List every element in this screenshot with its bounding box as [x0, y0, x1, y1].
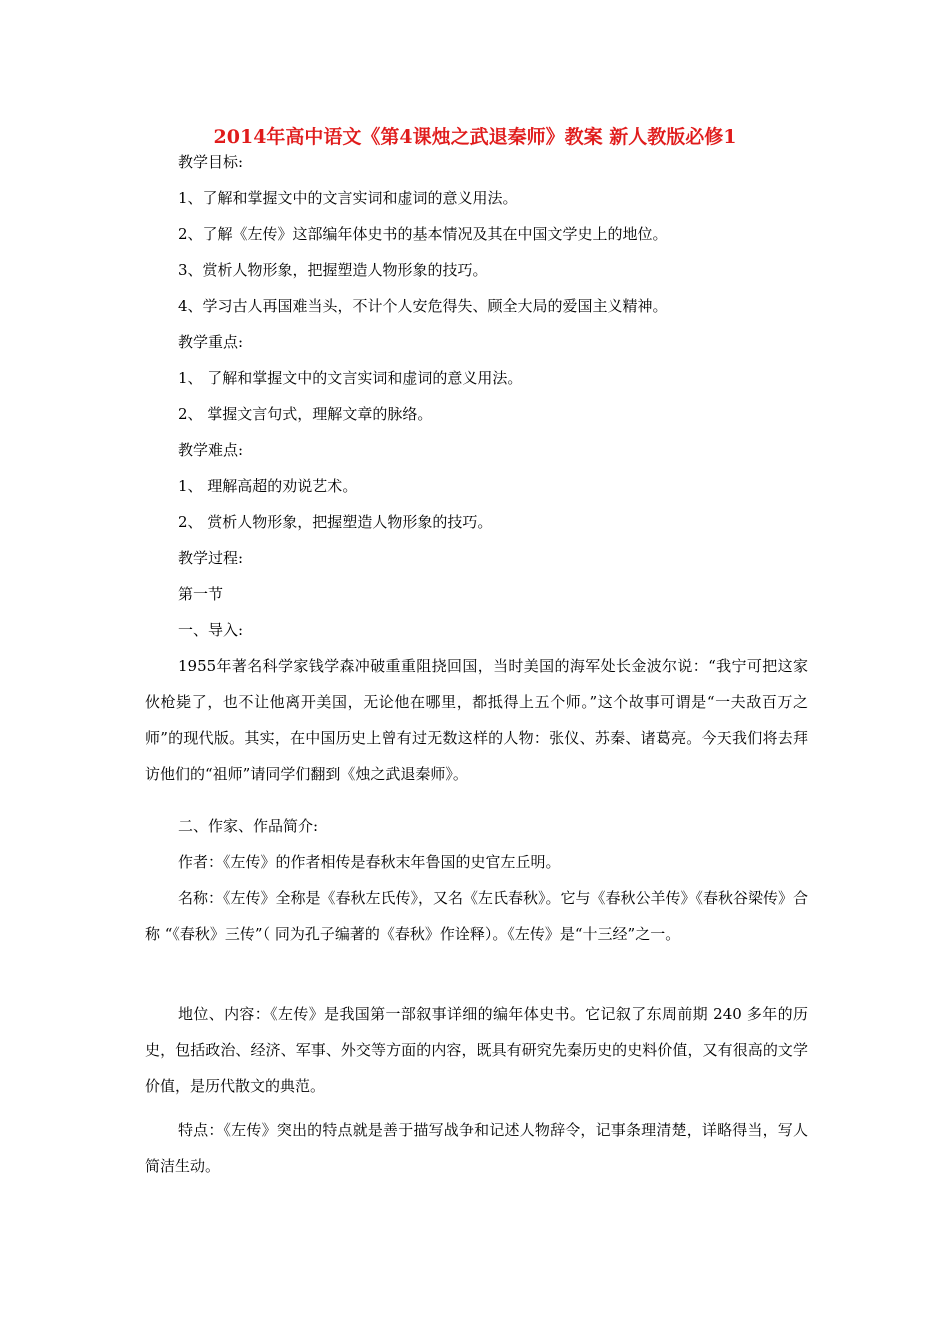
objective-item: 2、了解《左传》这部编年体史书的基本情况及其在中国文学史上的地位。 — [178, 225, 668, 243]
section-heading: 第一节 — [178, 585, 224, 603]
key-points-heading: 教学重点: — [178, 333, 244, 351]
objective-item: 4、学习古人再国难当头，不计个人安危得失、顾全大局的爱国主义精神。 — [178, 297, 668, 315]
difficulties-heading: 教学难点: — [178, 441, 244, 459]
difficulty-item: 1、 理解高超的劝说艺术。 — [178, 477, 358, 495]
document-title: 2014年高中语文《第4课烛之武退秦师》教案 新人教版必修1 — [213, 126, 737, 148]
objective-item: 1、了解和掌握文中的文言实词和虚词的意义用法。 — [178, 189, 518, 207]
features-paragraph: 特点：《左传》突出的特点就是善于描写战争和记述人物辞令，记事条理清楚，详略得当，写人简洁生动。 — [145, 1121, 808, 1175]
name-paragraph: 名称：《左传》全称是《春秋左氏传》，又名《左氏春秋》。它与《春秋公羊传》《春秋谷梁传》合称 “《春秋》三传”（ 同为孔子编著的《春秋》作诠释）。《左传》是“十三经”之一。 — [145, 889, 809, 943]
process-heading: 教学过程: — [178, 549, 244, 567]
key-point-item: 1、 了解和掌握文中的文言实词和虚词的意义用法。 — [178, 369, 523, 387]
author-heading: 二、作家、作品简介: — [178, 817, 319, 835]
status-paragraph: 地位、内容：《左传》是我国第一部叙事详细的编年体史书。它记叙了东周前期 240 多年的历史，包括政治、经济、军事、外交等方面的内容，既具有研究先秦历史的史料价值，又有很高的文学价值，是历代散文的典范。 — [145, 1005, 808, 1095]
intro-paragraph: 1955年著名科学家钱学森冲破重重阻挠回国，当时美国的海军处长金波尔说：“我宁可把这家伙枪毙了，也不让他离开美国，无论他在哪里，都抵得上五个师。”这个故事可谓是“一夫敌百万之师”的现代版。其实，在中国历史上曾有过无数这样的人物：张仪、苏秦、诸葛亮。今天我们将去拜访他们的“祖师”请同学们翻到《烛之武退秦师》。 — [145, 657, 808, 783]
author-paragraph: 作者：《左传》的作者相传是春秋末年鲁国的史官左丘明。 — [178, 853, 561, 871]
objectives-heading: 教学目标: — [178, 153, 244, 171]
objective-item: 3、赏析人物形象，把握塑造人物形象的技巧。 — [178, 261, 488, 279]
difficulty-item: 2、 赏析人物形象，把握塑造人物形象的技巧。 — [178, 513, 493, 531]
intro-heading: 一、导入: — [178, 621, 244, 639]
key-point-item: 2、 掌握文言句式，理解文章的脉络。 — [178, 405, 433, 423]
